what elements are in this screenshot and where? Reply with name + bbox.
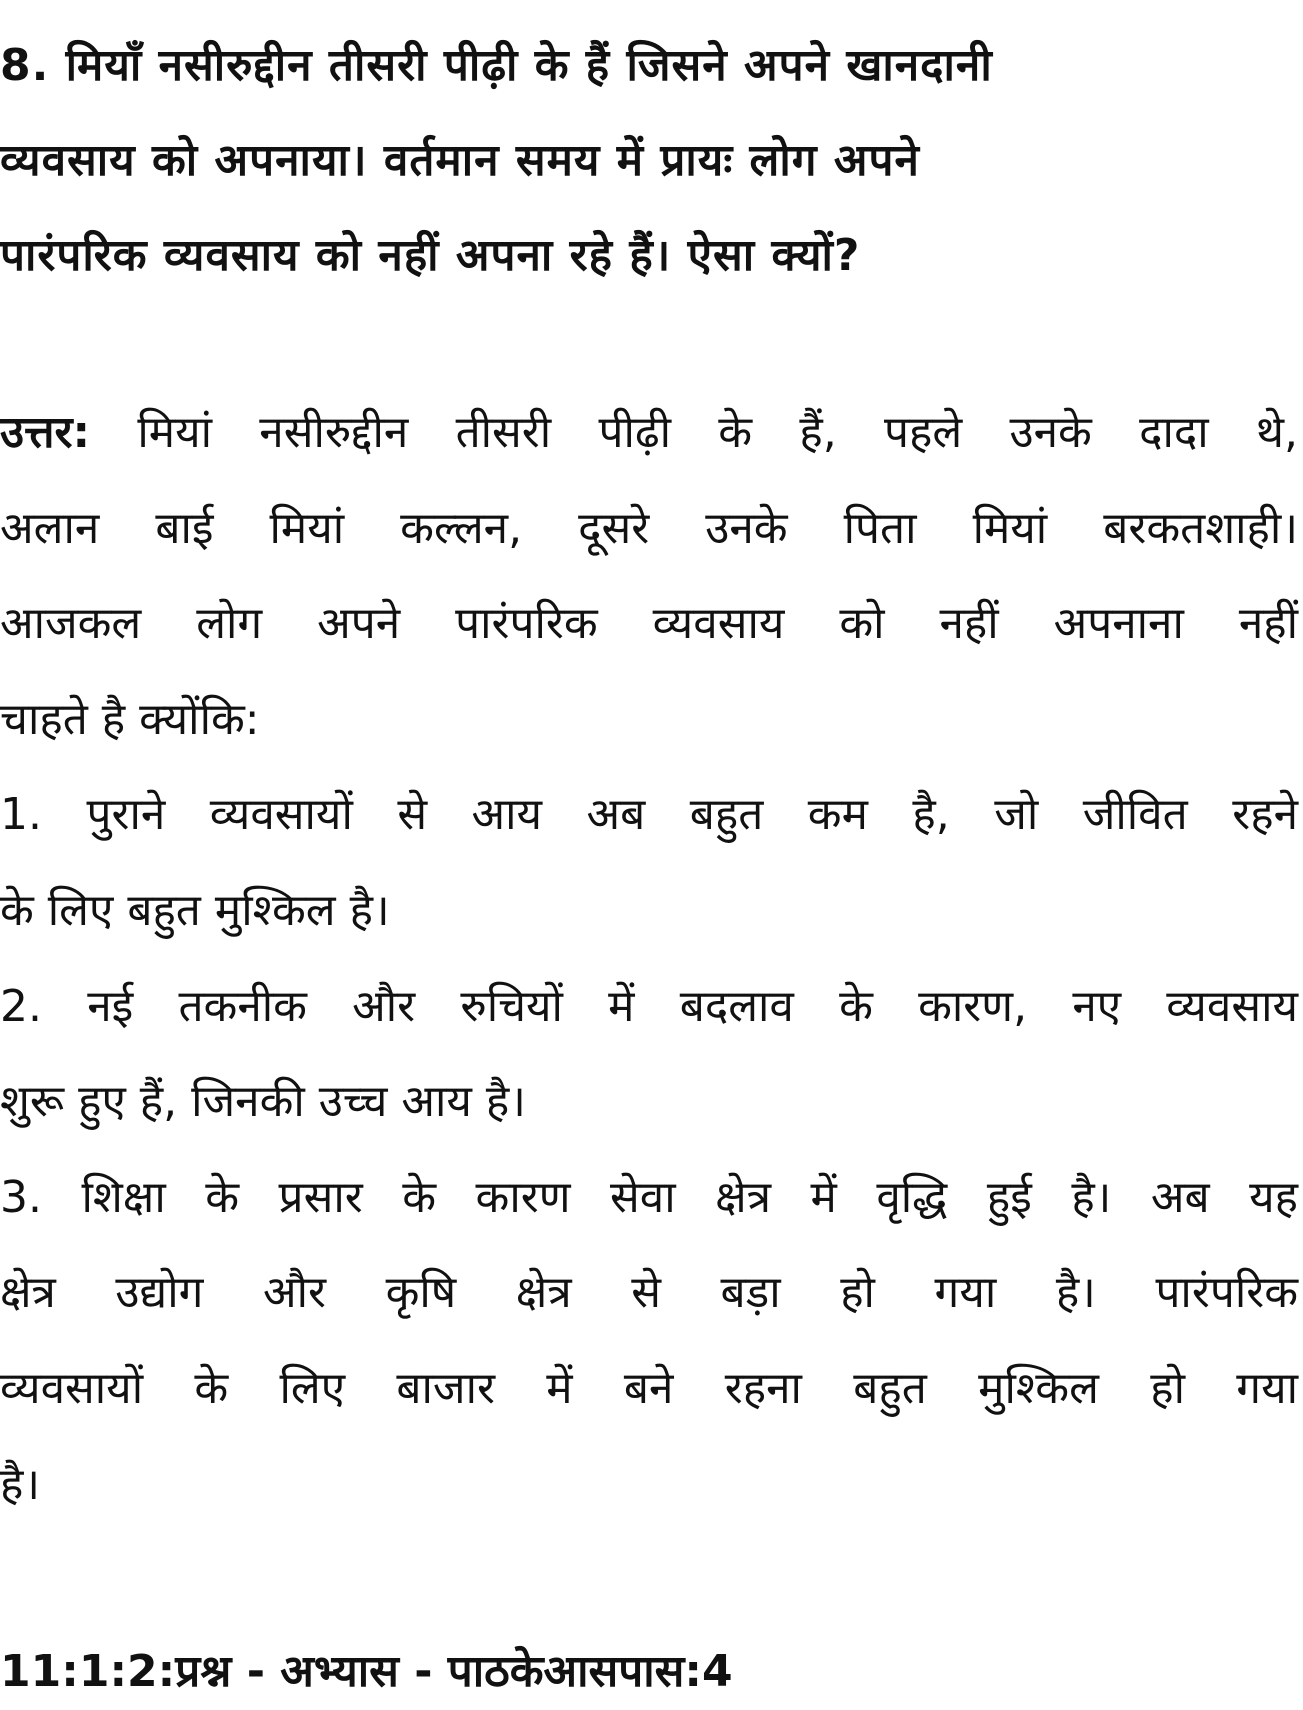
answer-line: क्षेत्र उद्योग और कृषि क्षेत्र से बड़ा हो गया है। पारंपरिक [0, 1267, 1298, 1319]
answer-line: शुरू हुए हैं, जिनकी उच्च आय है। [0, 1076, 526, 1128]
answer-line: आजकल लोग अपने पारंपरिक व्यवसाय को नहीं अपनाना नहीं [0, 598, 1298, 650]
answer-line: व्यवसायों के लिए बाजार में बने रहना बहुत मुश्किल हो गया [0, 1362, 1298, 1414]
answer-label: उत्तर: [0, 407, 91, 458]
chapter-reference: 11:1:2:प्रश्न - अभ्यास - पाठकेआसपास:4 [0, 1646, 733, 1697]
answer-point-1: 1. पुराने व्यवसायों से आय अब बहुत कम है, जो जीवित रहने [0, 789, 1298, 841]
question-line: 8. मियाँ नसीरुद्दीन तीसरी पीढ़ी के हैं जिसने अपने खानदानी [0, 40, 993, 91]
answer-first-line [0, 385, 1298, 481]
answer-block [0, 385, 1298, 1532]
answer-line: चाहते है क्योंकि: [0, 693, 260, 745]
answer-point-2: 2. नई तकनीक और रुचियों में बदलाव के कारण, नए व्यवसाय [0, 980, 1298, 1032]
question-line: पारंपरिक व्यवसाय को नहीं अपना रहे हैं। ऐसा क्यों? [0, 230, 861, 281]
question-line: व्यवसाय को अपनाया। वर्तमान समय में प्रायः लोग अपने [0, 135, 920, 186]
answer-text: मियां नसीरुद्दीन तीसरी पीढ़ी के हैं, पहले उनके दादा थे, [90, 407, 1298, 458]
answer-point-3: 3. शिक्षा के प्रसार के कारण सेवा क्षेत्र में वृद्धि हुई है। अब यह [0, 1171, 1298, 1223]
answer-line: अलान बाई मियां कल्लन, दूसरे उनके पिता मियां बरकतशाही। [0, 502, 1298, 554]
question-block [0, 18, 1240, 303]
answer-line: के लिए बहुत मुश्किल है। [0, 884, 390, 936]
answer-line: है। [0, 1458, 41, 1510]
